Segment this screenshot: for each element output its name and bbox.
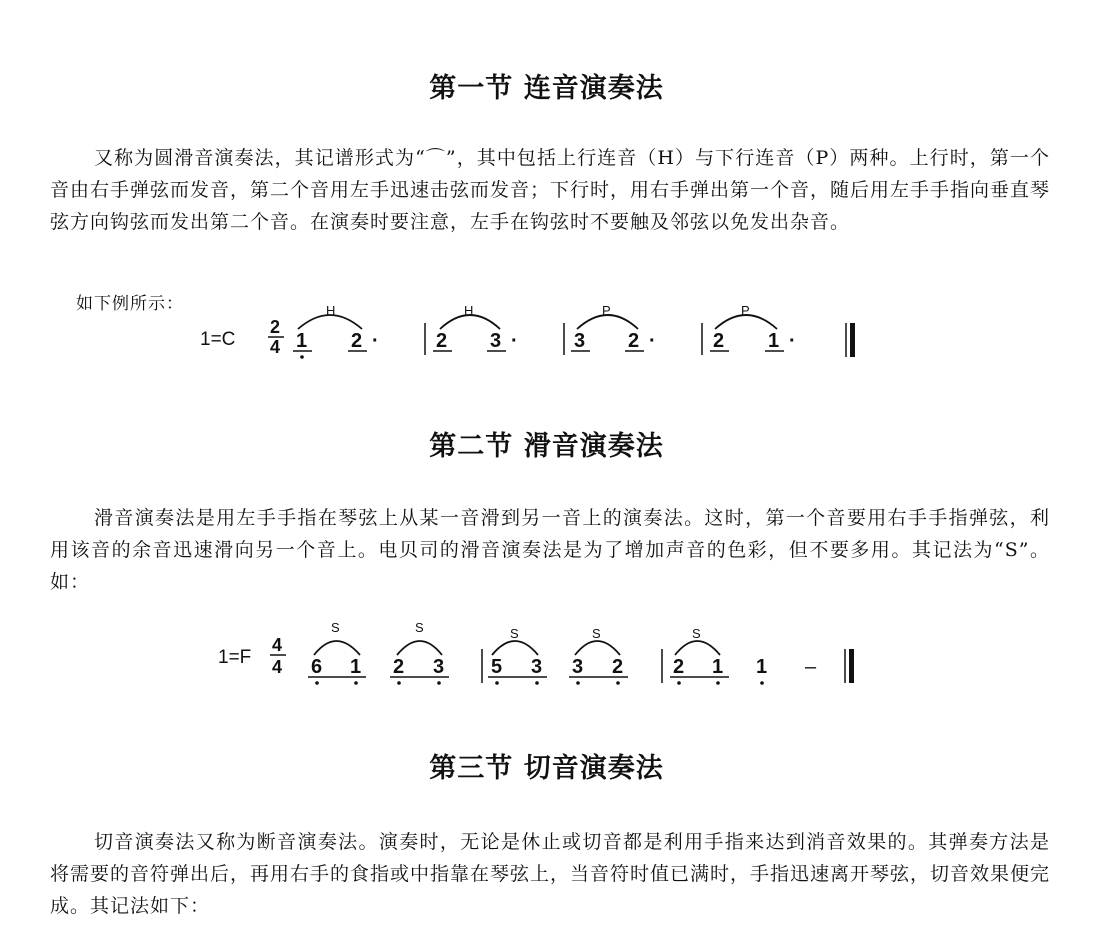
hammer-on-mark: H	[464, 303, 474, 318]
note: 5	[491, 656, 503, 678]
final-bar-thick	[849, 649, 854, 683]
time-signature-bottom: 4	[270, 337, 281, 357]
augmentation-dot: ·	[511, 330, 518, 352]
augmentation-dot: ·	[372, 330, 379, 352]
section-3-paragraph: 切音演奏法又称为断音演奏法。演奏时，无论是休止或切音都是利用手指来达到消音效果的。其弹奏方法是将需要的音符弹出后，再用右手的食指或中指靠在琴弦上，当音符时值已满时，手指迅速离开琴弦，切音效果便完成。其记法如下：	[50, 831, 1051, 917]
example-caption: 如下例所示：	[76, 294, 184, 314]
note: 2	[393, 656, 405, 678]
section-2-title: 第二节 滑音演奏法	[429, 431, 664, 462]
octave-dot-below	[616, 681, 620, 685]
slide-arc	[314, 641, 360, 655]
note: 2	[628, 330, 640, 352]
octave-dot-below	[354, 681, 358, 685]
time-signature-bottom: 4	[272, 657, 283, 677]
slide-arc	[397, 641, 442, 655]
note: 3	[531, 656, 543, 678]
octave-dot-below	[315, 681, 319, 685]
section-3-title: 第三节 切音演奏法	[429, 753, 664, 784]
octave-dot-below	[576, 681, 580, 685]
pull-off-mark: P	[741, 303, 750, 318]
note: 1	[350, 656, 362, 678]
slide-arc	[675, 641, 720, 655]
key-signature: 1=F	[218, 647, 252, 668]
octave-dot-below	[716, 681, 720, 685]
augmentation-dot: ·	[649, 330, 656, 352]
octave-dot-below	[535, 681, 539, 685]
note: 3	[572, 656, 584, 678]
time-signature-top: 4	[272, 635, 283, 655]
section-2-paragraph: 滑音演奏法是用左手手指在琴弦上从某一音滑到另一音上的演奏法。这时，第一个音要用右手手指弹弦，利用该音的余音迅速滑向另一个音上。电贝司的滑音演奏法是为了增加声音的色彩，但不要多用。其记法为“S”。如：	[50, 507, 1050, 593]
note: 2	[436, 330, 448, 352]
note: 2	[351, 330, 363, 352]
pull-off-mark: P	[602, 303, 611, 318]
note: 2	[713, 330, 725, 352]
slide-arc	[575, 641, 620, 655]
slide-mark: S	[510, 626, 519, 641]
note: 2	[673, 656, 685, 678]
slide-mark: S	[592, 626, 601, 641]
section-1-title: 第一节 连音演奏法	[429, 73, 664, 104]
slide-mark: S	[415, 620, 424, 635]
note: 6	[311, 656, 323, 678]
final-bar-thick	[850, 323, 855, 357]
octave-dot-below	[300, 355, 304, 359]
note: 3	[574, 330, 586, 352]
octave-dot-below	[760, 681, 764, 685]
section-1-paragraph: 又称为圆滑音演奏法，其记谱形式为“⌒”，其中包括上行连音（H）与下行连音（P）两种。上行时，第一个音由右手弹弦而发音，第二个音用左手迅速击弦而发音；下行时，用右手弹出第一个音，随后用左手手指向垂直琴弦方向钩弦而发出第二个音。在演奏时要注意，左手在钩弦时不要触及邻弦以免发出杂音。	[50, 147, 1051, 233]
augmentation-dot: ·	[789, 330, 796, 352]
slide-mark: S	[692, 626, 701, 641]
note: 1	[756, 656, 768, 678]
note: 3	[433, 656, 445, 678]
octave-dot-below	[397, 681, 401, 685]
octave-dot-below	[495, 681, 499, 685]
time-signature-top: 2	[270, 317, 281, 337]
note: 1	[712, 656, 724, 678]
slide-mark: S	[331, 620, 340, 635]
note: 2	[612, 656, 624, 678]
octave-dot-below	[677, 681, 681, 685]
score-slide	[0, 615, 1093, 695]
note: 1	[296, 330, 308, 352]
key-signature: 1=C	[200, 329, 236, 350]
slide-arc	[492, 641, 538, 655]
octave-dot-below	[437, 681, 441, 685]
sustain-dash: –	[805, 656, 817, 678]
score-legato	[0, 295, 1093, 370]
note: 3	[490, 330, 502, 352]
note: 1	[768, 330, 780, 352]
hammer-on-mark: H	[326, 303, 336, 318]
